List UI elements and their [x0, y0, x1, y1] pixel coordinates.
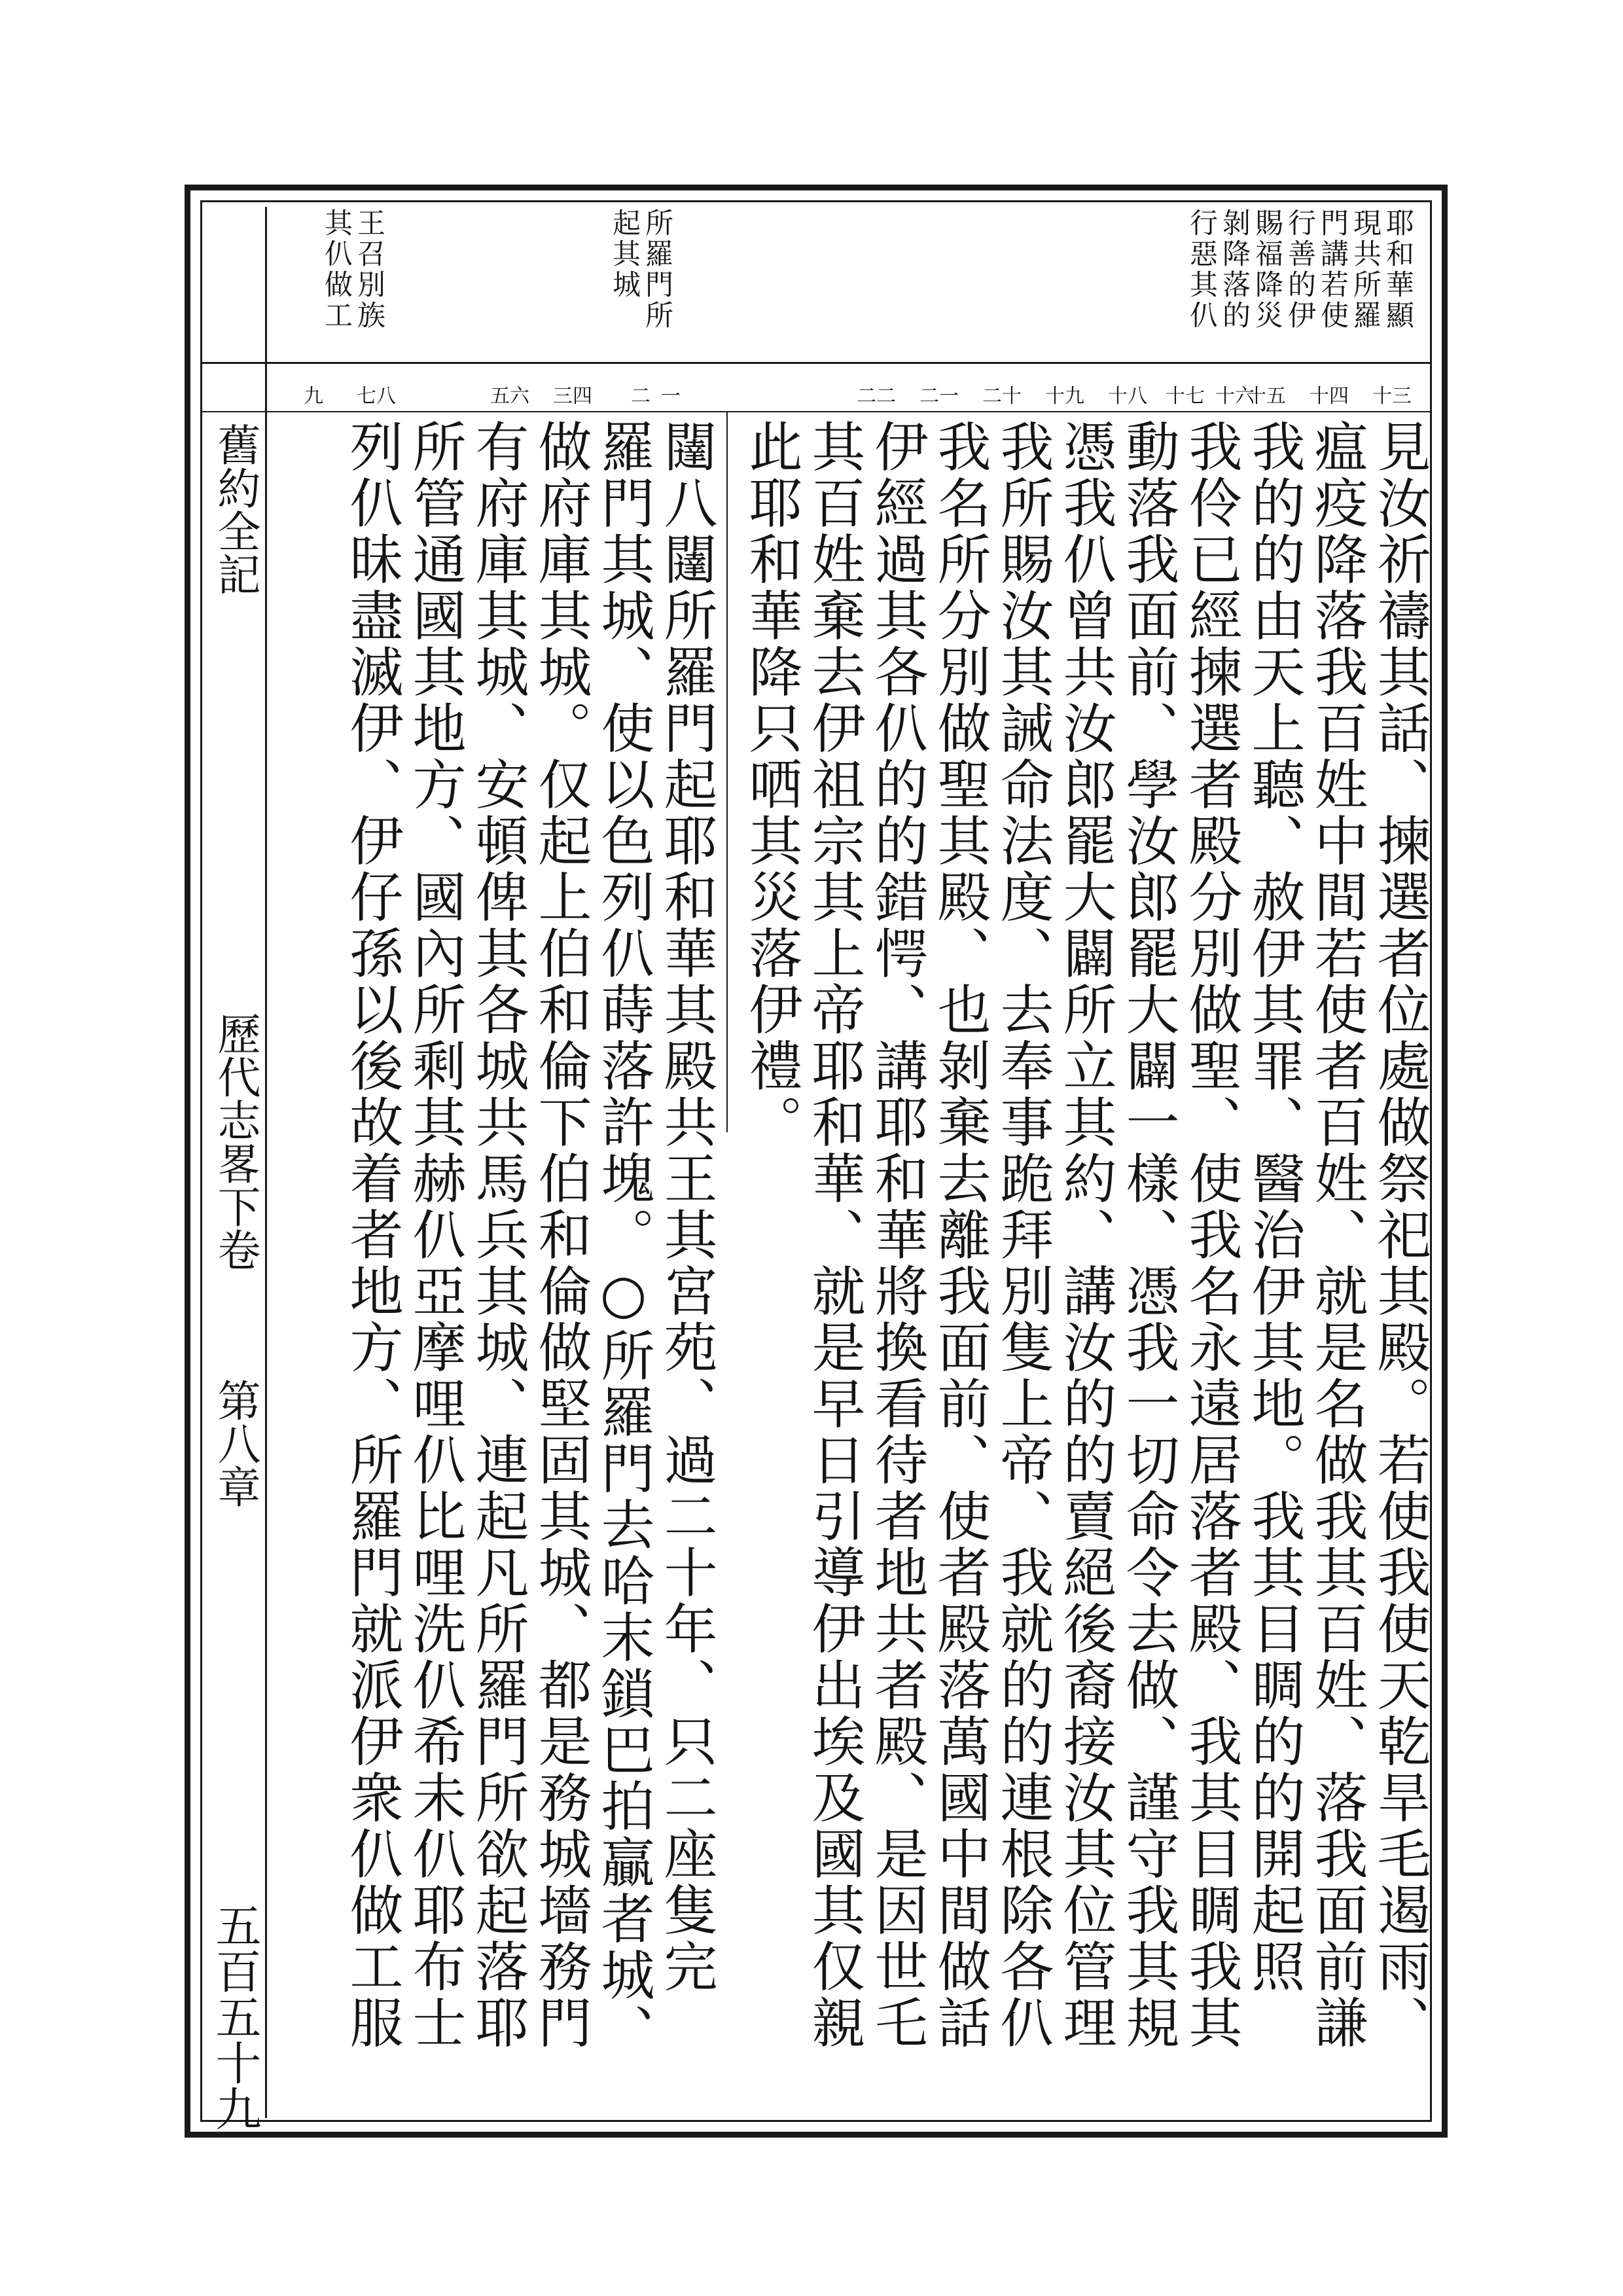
- headnote-line: 賜福降災: [1251, 208, 1283, 331]
- verse-number: 五六: [490, 385, 529, 408]
- chapter-divider: [726, 412, 728, 1132]
- headnote-line: 王召別族: [353, 208, 385, 331]
- headnote-line: 剝降落的: [1218, 208, 1251, 331]
- text-column: 此耶和華降只哂其災落伊禮。: [740, 419, 802, 1151]
- text-column: 動落我面前、學汝郎罷大闢一樣、憑我一切命令去做、謹守我其規: [1117, 419, 1179, 2051]
- text-column: 見汝祈禱其話、揀選者位處做祭祀其殿。若使我使天乾旱毛遏雨、: [1368, 419, 1431, 2051]
- verse-number: 二十: [982, 385, 1022, 408]
- text-column: 我的的由天上聽、赦伊其罪、醫治伊其地。我其目睭的的開起照: [1243, 419, 1305, 1995]
- text-column: 做府庫其城。仅起上伯和倫下伯和倫做堅固其城、都是務城墻務門: [529, 419, 592, 2051]
- verse-number: 三四: [553, 385, 592, 408]
- headnote-line: 行惡其仈: [1185, 208, 1218, 331]
- book-title: 舊約全記: [210, 423, 260, 596]
- verse-number: 七八: [357, 385, 396, 408]
- headnote-line: 門講若使: [1316, 208, 1349, 331]
- text-column: 我所賜汝其誡命法度、去奉事跪拜別隻上帝、我就的的連根除各仈: [991, 419, 1054, 2051]
- verse-number: 十五: [1247, 385, 1286, 408]
- text-column: 羅門其城、使以色列仈蒔落許塊。○所羅門去哈末鎖巴拍贏者城、: [592, 419, 654, 2060]
- text-column: 列仈昧盡滅伊、伊仔孫以後故着者地方、所羅門就派伊衆仈做工服: [341, 419, 403, 2051]
- verse-number: 二: [631, 385, 651, 408]
- text-column: 憑我仈曾共汝郎罷大闢所立其約、講汝的的賣絕後裔接汝其位管理: [1054, 419, 1116, 2051]
- headnote-line: 耶和華顯: [1382, 208, 1414, 331]
- headnote-line: 行善的伊: [1283, 208, 1316, 331]
- verse-number: 二一: [919, 385, 959, 408]
- text-column: 有府庫其城、安頓俾其各城共馬兵其城、連起凡所羅門所欲起落耶: [467, 419, 529, 2051]
- text-column: 我名所分別做聖其殿、也剝棄去離我面前、使者殿落萬國中間做話: [929, 419, 991, 2051]
- verse-number: 九: [304, 385, 323, 408]
- verse-number: 十六: [1215, 385, 1255, 408]
- text-column: 所管通國其地方、國內所剩其赫仈亞摩哩仈比哩洗仈希未仈耶布士: [404, 419, 466, 2051]
- headnote-divider: [202, 362, 1430, 364]
- headnote-line: 現共所羅: [1349, 208, 1382, 331]
- running-header: [204, 207, 267, 2131]
- text-column: 闥八闥所羅門起耶和華其殿共王其宮苑、過二十年、只二座隻完: [655, 419, 717, 1995]
- verse-number: 十八: [1108, 385, 1147, 408]
- page-number: 五百五十九: [208, 1902, 262, 2131]
- headnote-line: 其仈做工: [320, 208, 353, 331]
- verse-number: 十四: [1310, 385, 1349, 408]
- headnote-line: 起其城: [608, 208, 641, 300]
- chapter-title: 第八章: [210, 1378, 260, 1508]
- verse-gutter-divider: [202, 411, 1430, 412]
- verse-number: 十七: [1166, 385, 1205, 408]
- headnote-line: 所羅門所: [641, 208, 673, 331]
- verse-number: 十三: [1372, 385, 1412, 408]
- section-title: 歷代志畧下卷: [210, 1012, 260, 1271]
- text-column: 我伶已經揀選者殿分別做聖、使我名永遠居落者殿、我其目睭我其: [1180, 419, 1242, 2051]
- text-column: 瘟疫降落我百姓中間若使者百姓、就是名做我其百姓、落我面前謙: [1306, 419, 1368, 2051]
- verse-number: 一: [661, 385, 681, 408]
- text-column: 伊經過其各仈的的錯愕、講耶和華將換看待者地共者殿、是因世乇: [866, 419, 928, 2051]
- verse-number: 二二: [857, 385, 896, 408]
- verse-number: 十九: [1045, 385, 1084, 408]
- text-column: 其百姓棄去伊祖宗其上帝耶和華、就是早日引導伊出埃及國其仅親: [803, 419, 865, 2051]
